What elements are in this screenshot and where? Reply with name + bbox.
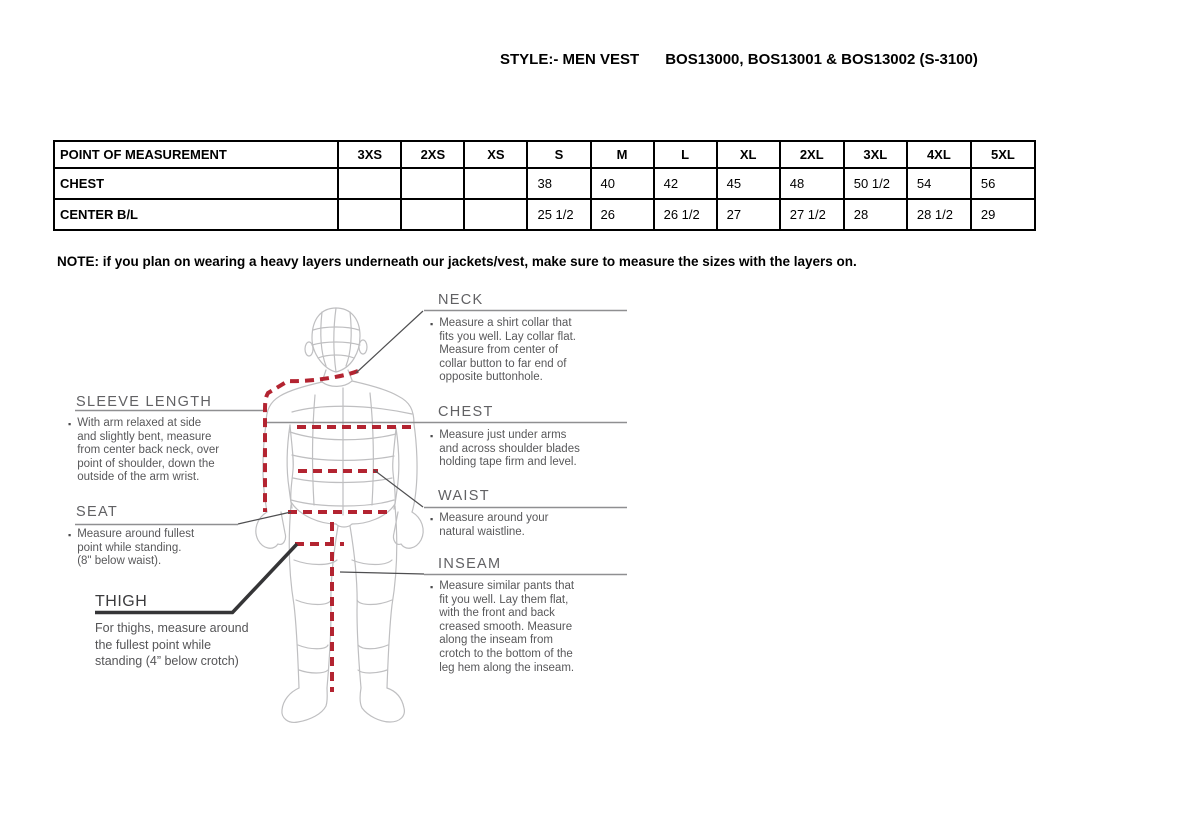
desc-line: collar button to far end of <box>439 357 567 370</box>
seat-leader-line <box>238 512 291 524</box>
note-text: NOTE: if you plan on wearing a heavy layers underneath our jackets/vest, make sure to measure the sizes with the layers on. <box>57 254 857 269</box>
col-header-2xs: 2XS <box>401 141 464 168</box>
desc-line: along the inseam from <box>439 634 553 647</box>
desc-line: Measure around fullest <box>77 528 195 540</box>
table-row-chest <box>54 168 1035 199</box>
bullet-icon: ▪ <box>430 319 434 329</box>
sleeve-length-description <box>68 417 219 485</box>
inseam-description <box>430 580 574 675</box>
desc-line: the fullest point while <box>95 637 212 652</box>
row-label-chest: CHEST <box>54 168 338 199</box>
desc-line: Measure just under arms <box>439 429 567 441</box>
inseam-leader-line <box>340 572 424 574</box>
col-header-5xl: 5XL <box>971 141 1035 168</box>
chest-4xl: 54 <box>907 168 971 199</box>
chest-xs <box>464 168 527 199</box>
centerbl-l: 26 1/2 <box>654 199 717 230</box>
centerbl-s: 25 1/2 <box>527 199 590 230</box>
bullet-icon: ▪ <box>430 431 434 441</box>
centerbl-2xl: 27 1/2 <box>780 199 844 230</box>
chest-2xs <box>401 168 464 199</box>
desc-line: crotch to the bottom of the <box>439 647 573 660</box>
desc-line: With arm relaxed at side <box>77 417 202 429</box>
centerbl-xs <box>464 199 527 230</box>
col-header-xs: XS <box>464 141 527 168</box>
sleeve-length-dash-line <box>265 371 358 512</box>
desc-line: fits you well. Lay collar flat. <box>439 330 576 343</box>
mannequin-wireframe-figure <box>256 308 423 722</box>
desc-line: from center back neck, over <box>77 444 220 457</box>
desc-line: opposite buttonhole. <box>439 371 543 384</box>
chest-5xl: 56 <box>971 168 1035 199</box>
chest-3xs <box>338 168 401 199</box>
row-label-center-bl: CENTER B/L <box>54 199 338 230</box>
desc-line: with the front and back <box>439 607 555 620</box>
desc-line: and across shoulder blades <box>439 442 580 455</box>
col-header-s: S <box>527 141 590 168</box>
desc-line: and slightly bent, measure <box>77 430 212 443</box>
desc-line: Measure a shirt collar that <box>439 317 572 329</box>
desc-line: fit you well. Lay them flat, <box>439 593 569 606</box>
desc-line: natural waistline. <box>439 525 525 538</box>
table-header-row <box>54 141 1035 168</box>
desc-line: point while standing. <box>77 541 182 554</box>
centerbl-3xl: 28 <box>844 199 907 230</box>
neck-label: NECK <box>438 292 484 308</box>
chest-xl: 45 <box>717 168 780 199</box>
desc-line: creased smooth. Measure <box>439 620 573 633</box>
waist-leader-line <box>374 470 423 507</box>
bullet-icon: ▪ <box>430 582 434 592</box>
col-header-3xl: 3XL <box>844 141 907 168</box>
chest-s: 38 <box>527 168 590 199</box>
centerbl-xl: 27 <box>717 199 780 230</box>
sleeve-length-label: SLEEVE LENGTH <box>76 394 213 410</box>
col-header-l: L <box>654 141 717 168</box>
chest-3xl: 50 1/2 <box>844 168 907 199</box>
measurement-table <box>53 140 1036 231</box>
document-title <box>500 51 978 68</box>
desc-line: Measure around your <box>439 512 549 524</box>
centerbl-4xl: 28 1/2 <box>907 199 971 230</box>
thigh-label: THIGH <box>95 593 148 610</box>
desc-line: holding tape firm and level. <box>439 456 577 469</box>
neck-leader-line <box>356 311 423 373</box>
col-header-3xs: 3XS <box>338 141 401 168</box>
neck-description <box>430 317 576 385</box>
col-header-m: M <box>591 141 654 168</box>
measurement-dash-lines <box>265 371 414 692</box>
bullet-icon: ▪ <box>68 530 72 540</box>
thigh-description <box>95 620 249 670</box>
col-header-point-of-measurement: POINT OF MEASUREMENT <box>54 141 338 168</box>
chest-description <box>430 429 580 470</box>
desc-line: Measure from center of <box>439 344 559 357</box>
style-label: STYLE:- MEN VEST <box>500 51 640 68</box>
desc-line: outside of the arm wrist. <box>77 471 200 484</box>
chest-2xl: 48 <box>780 168 844 199</box>
col-header-2xl: 2XL <box>780 141 844 168</box>
centerbl-5xl: 29 <box>971 199 1035 230</box>
table-row-center-bl <box>54 199 1035 230</box>
chest-label: CHEST <box>438 404 494 420</box>
bullet-icon: ▪ <box>68 419 72 429</box>
bullet-icon: ▪ <box>430 514 434 524</box>
col-header-xl: XL <box>717 141 780 168</box>
desc-line: Measure similar pants that <box>439 580 575 592</box>
chest-m: 40 <box>591 168 654 199</box>
waist-description <box>430 512 549 539</box>
centerbl-3xs <box>338 199 401 230</box>
desc-line: For thighs, measure around <box>95 621 249 635</box>
desc-line: standing (4” below crotch) <box>95 654 239 668</box>
col-header-4xl: 4XL <box>907 141 971 168</box>
desc-line: leg hem along the inseam. <box>439 661 575 674</box>
chest-l: 42 <box>654 168 717 199</box>
seat-label: SEAT <box>76 504 118 520</box>
style-codes: BOS13000, BOS13001 & BOS13002 (S-3100) <box>665 51 978 68</box>
desc-line: point of shoulder, down the <box>77 457 215 470</box>
waist-label: WAIST <box>438 488 490 504</box>
centerbl-m: 26 <box>591 199 654 230</box>
seat-description <box>68 528 194 569</box>
inseam-label: INSEAM <box>438 556 502 572</box>
thigh-leader-line <box>232 544 297 613</box>
desc-line: (8" below waist). <box>77 555 162 568</box>
centerbl-2xs <box>401 199 464 230</box>
